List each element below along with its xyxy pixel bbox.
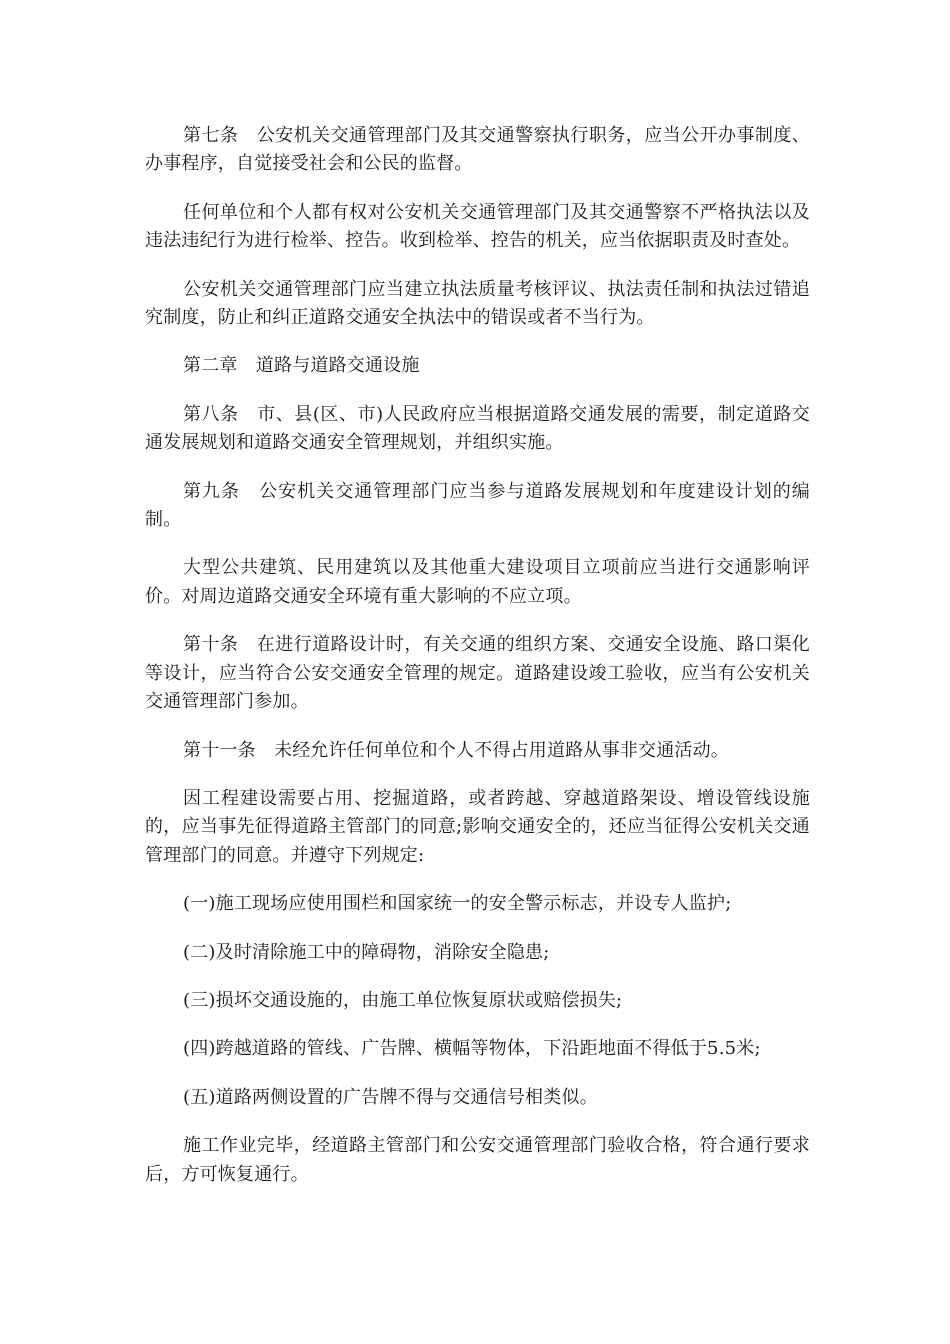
rule-item-3: (三)损坏交通设施的，由施工单位恢复原状或赔偿损失; [183, 989, 623, 1011]
article-9-paragraph: 第九条 公安机关交通管理部门应当参与道路发展规划和年度建设计划的编制。 [145, 480, 810, 531]
document-page [145, 122, 810, 1209]
article-10-paragraph: 第十条 在进行道路设计时，有关交通的组织方案、交通安全设施、路口渠化等设计，应当符合公安交通安全管理的规定。道路建设竣工验收，应当有公安机关交通管理部门参加。 [145, 634, 810, 713]
chapter-2-heading: 第二章 道路与道路交通设施 [183, 355, 420, 377]
rule-item-2: (二)及时清除施工中的障碍物，消除安全隐患; [183, 941, 550, 963]
article-8-paragraph: 第八条 市、县(区、市)人民政府应当根据道路交通发展的需要，制定道路交通发展规划和道路交通安全管理规划，并组织实施。 [145, 403, 810, 454]
completion-paragraph: 施工作业完毕，经道路主管部门和公安交通管理部门验收合格，符合通行要求后，方可恢复通行。 [145, 1135, 810, 1185]
article-11-construction-paragraph: 因工程建设需要占用、挖掘道路，或者跨越、穿越道路架设、增设管线设施的，应当事先征得道路主管部门的同意;影响交通安全的，还应当征得公安机关交通管理部门的同意。并遵守下列规定: [145, 787, 810, 866]
rule-item-4: (四)跨越道路的管线、广告牌、横幅等物体，下沿距地面不得低于5.5米; [183, 1038, 761, 1060]
rule-item-1: (一)施工现场应使用围栏和国家统一的安全警示标志，并设专人监护; [183, 893, 732, 915]
rule-item-5: (五)道路两侧设置的广告牌不得与交通信号相类似。 [183, 1086, 598, 1108]
article-11-paragraph: 第十一条 未经允许任何单位和个人不得占用道路从事非交通活动。 [183, 739, 729, 761]
article-9-evaluation-paragraph: 大型公共建筑、民用建筑以及其他重大建设项目立项前应当进行交通影响评价。对周边道路交通安全环境有重大影响的不应立项。 [145, 557, 810, 607]
article-7-paragraph: 第七条 公安机关交通管理部门及其交通警察执行职务，应当公开办事制度、办事程序，自觉接受社会和公民的监督。 [145, 125, 810, 175]
article-7-accountability-paragraph: 公安机关交通管理部门应当建立执法质量考核评议、执法责任制和执法过错追究制度，防止和纠正道路交通安全执法中的错误或者不当行为。 [145, 278, 810, 329]
article-7-report-paragraph: 任何单位和个人都有权对公安机关交通管理部门及其交通警察不严格执法以及违法违纪行为进行检举、控告。收到检举、控告的机关，应当依据职责及时查处。 [145, 201, 810, 252]
